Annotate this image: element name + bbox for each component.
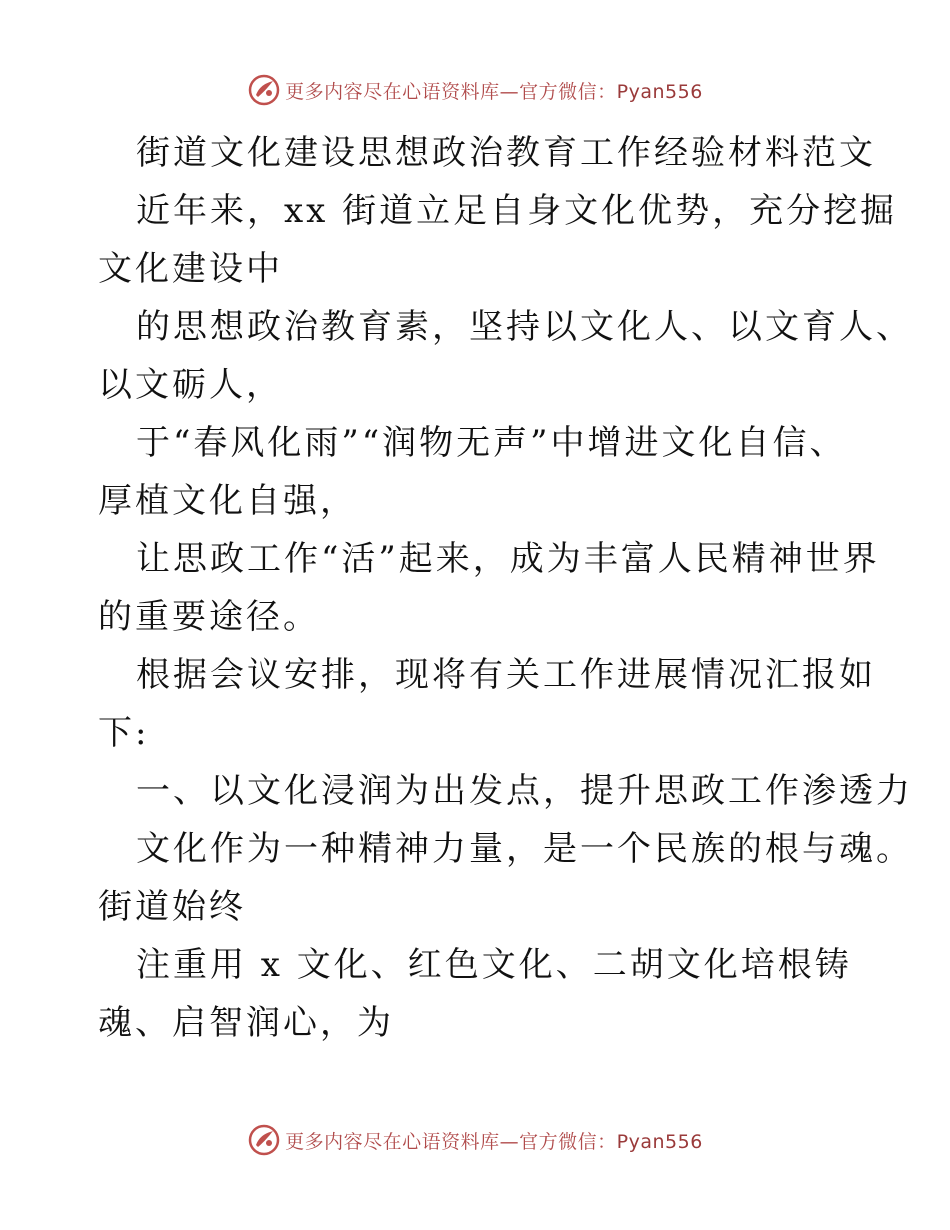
paragraph-line: 魂、启智润心，为 — [98, 1003, 394, 1043]
document-body — [98, 124, 913, 1052]
brand-logo-icon — [247, 1123, 281, 1157]
paragraph-line: 以文砺人， — [98, 365, 283, 405]
paragraph-line: 街道始终 — [98, 887, 246, 927]
paragraph-line: 下: — [98, 713, 150, 753]
paragraph-line: 于“春风化雨”“润物无声”中增进文化自信、 — [136, 423, 847, 463]
document-title: 街道文化建设思想政治教育工作经验材料范文 — [136, 133, 876, 173]
paragraph-line: 注重用 x 文化、红色文化、二胡文化培根铸 — [136, 945, 852, 985]
header-watermark — [0, 70, 950, 110]
brand-logo-icon — [247, 73, 281, 107]
watermark-text: 更多内容尽在心语资料库—官方微信：Pyan556 — [285, 80, 703, 103]
paragraph-line: 近年来，xx 街道立足自身文化优势，充分挖掘 — [136, 191, 898, 231]
paragraph-line: 文化建设中 — [98, 249, 283, 289]
paragraph-line: 的思想政治教育素，坚持以文化人、以文育人、 — [136, 307, 913, 347]
paragraph-line: 让思政工作“活”起来，成为丰富人民精神世界 — [136, 539, 880, 579]
wechat-id: Pyan556 — [616, 80, 703, 103]
watermark-text: 更多内容尽在心语资料库—官方微信：Pyan556 — [285, 1130, 703, 1153]
wechat-id: Pyan556 — [616, 1130, 703, 1153]
footer-watermark — [0, 1120, 950, 1160]
paragraph-line: 厚植文化自强， — [98, 481, 357, 521]
paragraph-line: 一、以文化浸润为出发点，提升思政工作渗透力 — [136, 771, 913, 811]
paragraph-line: 文化作为一种精神力量，是一个民族的根与魂。 — [136, 829, 913, 869]
paragraph-line: 根据会议安排，现将有关工作进展情况汇报如 — [136, 655, 876, 695]
paragraph-line: 的重要途径。 — [98, 597, 320, 637]
